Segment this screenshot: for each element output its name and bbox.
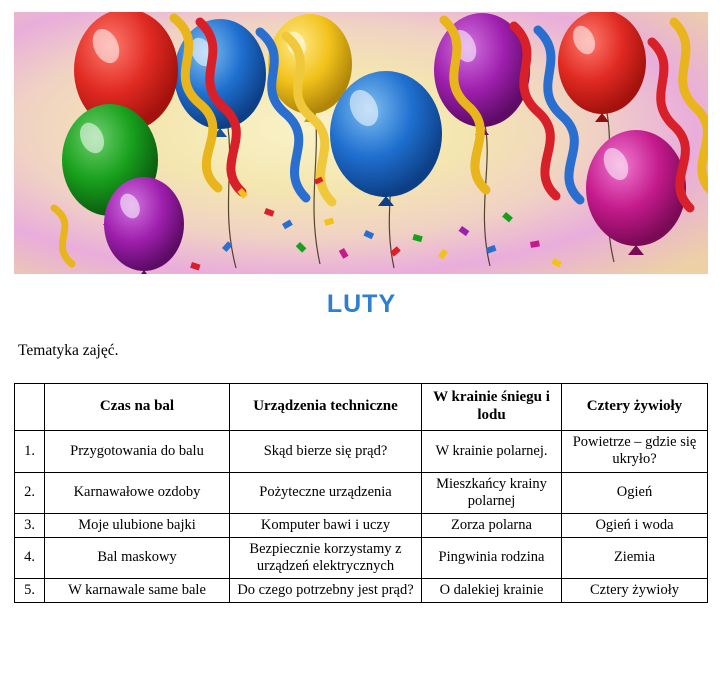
cell-czas-na-bal: Bal maskowy: [45, 537, 230, 578]
balloons-illustration: [14, 12, 708, 274]
cell-urzadzenia-techniczne: Bezpiecznie korzystamy z urządzeń elektrycznych: [230, 537, 422, 578]
table-head: [15, 384, 708, 431]
cell-czas-na-bal: Karnawałowe ozdoby: [45, 472, 230, 513]
cell-cztery-zywioly: Ziemia: [562, 537, 708, 578]
header-column-1: Czas na bal: [45, 384, 230, 431]
row-number: 2.: [15, 472, 45, 513]
cell-urzadzenia-techniczne: Do czego potrzebny jest prąd?: [230, 579, 422, 603]
cell-czas-na-bal: W karnawale same bale: [45, 579, 230, 603]
table-row: [15, 513, 708, 537]
cell-czas-na-bal: Moje ulubione bajki: [45, 513, 230, 537]
table-row: [15, 537, 708, 578]
plan-table-wrapper: [14, 383, 707, 603]
cell-cztery-zywioly: Cztery żywioły: [562, 579, 708, 603]
cell-kraina-sniegu: Mieszkańcy krainy polarnej: [422, 472, 562, 513]
header-number: [15, 384, 45, 431]
cell-cztery-zywioly: Ogień: [562, 472, 708, 513]
cell-urzadzenia-techniczne: Komputer bawi i uczy: [230, 513, 422, 537]
row-number: 1.: [15, 431, 45, 472]
cell-kraina-sniegu: Zorza polarna: [422, 513, 562, 537]
cell-kraina-sniegu: O dalekiej krainie: [422, 579, 562, 603]
cell-czas-na-bal: Przygotowania do balu: [45, 431, 230, 472]
page-title: LUTY: [326, 290, 397, 318]
table-row: [15, 472, 708, 513]
header-column-3: W krainie śniegu i lodu: [422, 384, 562, 431]
cell-urzadzenia-techniczne: Pożyteczne urządzenia: [230, 472, 422, 513]
header-column-2: Urządzenia techniczne: [230, 384, 422, 431]
subtitle-text: Tematyka zajęć.: [18, 342, 119, 359]
cell-kraina-sniegu: W krainie polarnej.: [422, 431, 562, 472]
header-column-4: Cztery żywioły: [562, 384, 708, 431]
cell-cztery-zywioly: Powietrze – gdzie się ukryło?: [562, 431, 708, 472]
cell-kraina-sniegu: Pingwinia rodzina: [422, 537, 562, 578]
table-body: [15, 431, 708, 603]
row-number: 5.: [15, 579, 45, 603]
row-number: 4.: [15, 537, 45, 578]
cell-cztery-zywioly: Ogień i woda: [562, 513, 708, 537]
table-header-row: [15, 384, 708, 431]
table-row: [15, 431, 708, 472]
cell-urzadzenia-techniczne: Skąd bierze się prąd?: [230, 431, 422, 472]
topics-table: [14, 383, 708, 603]
row-number: 3.: [15, 513, 45, 537]
banner-image: [14, 12, 708, 274]
table-row: [15, 579, 708, 603]
